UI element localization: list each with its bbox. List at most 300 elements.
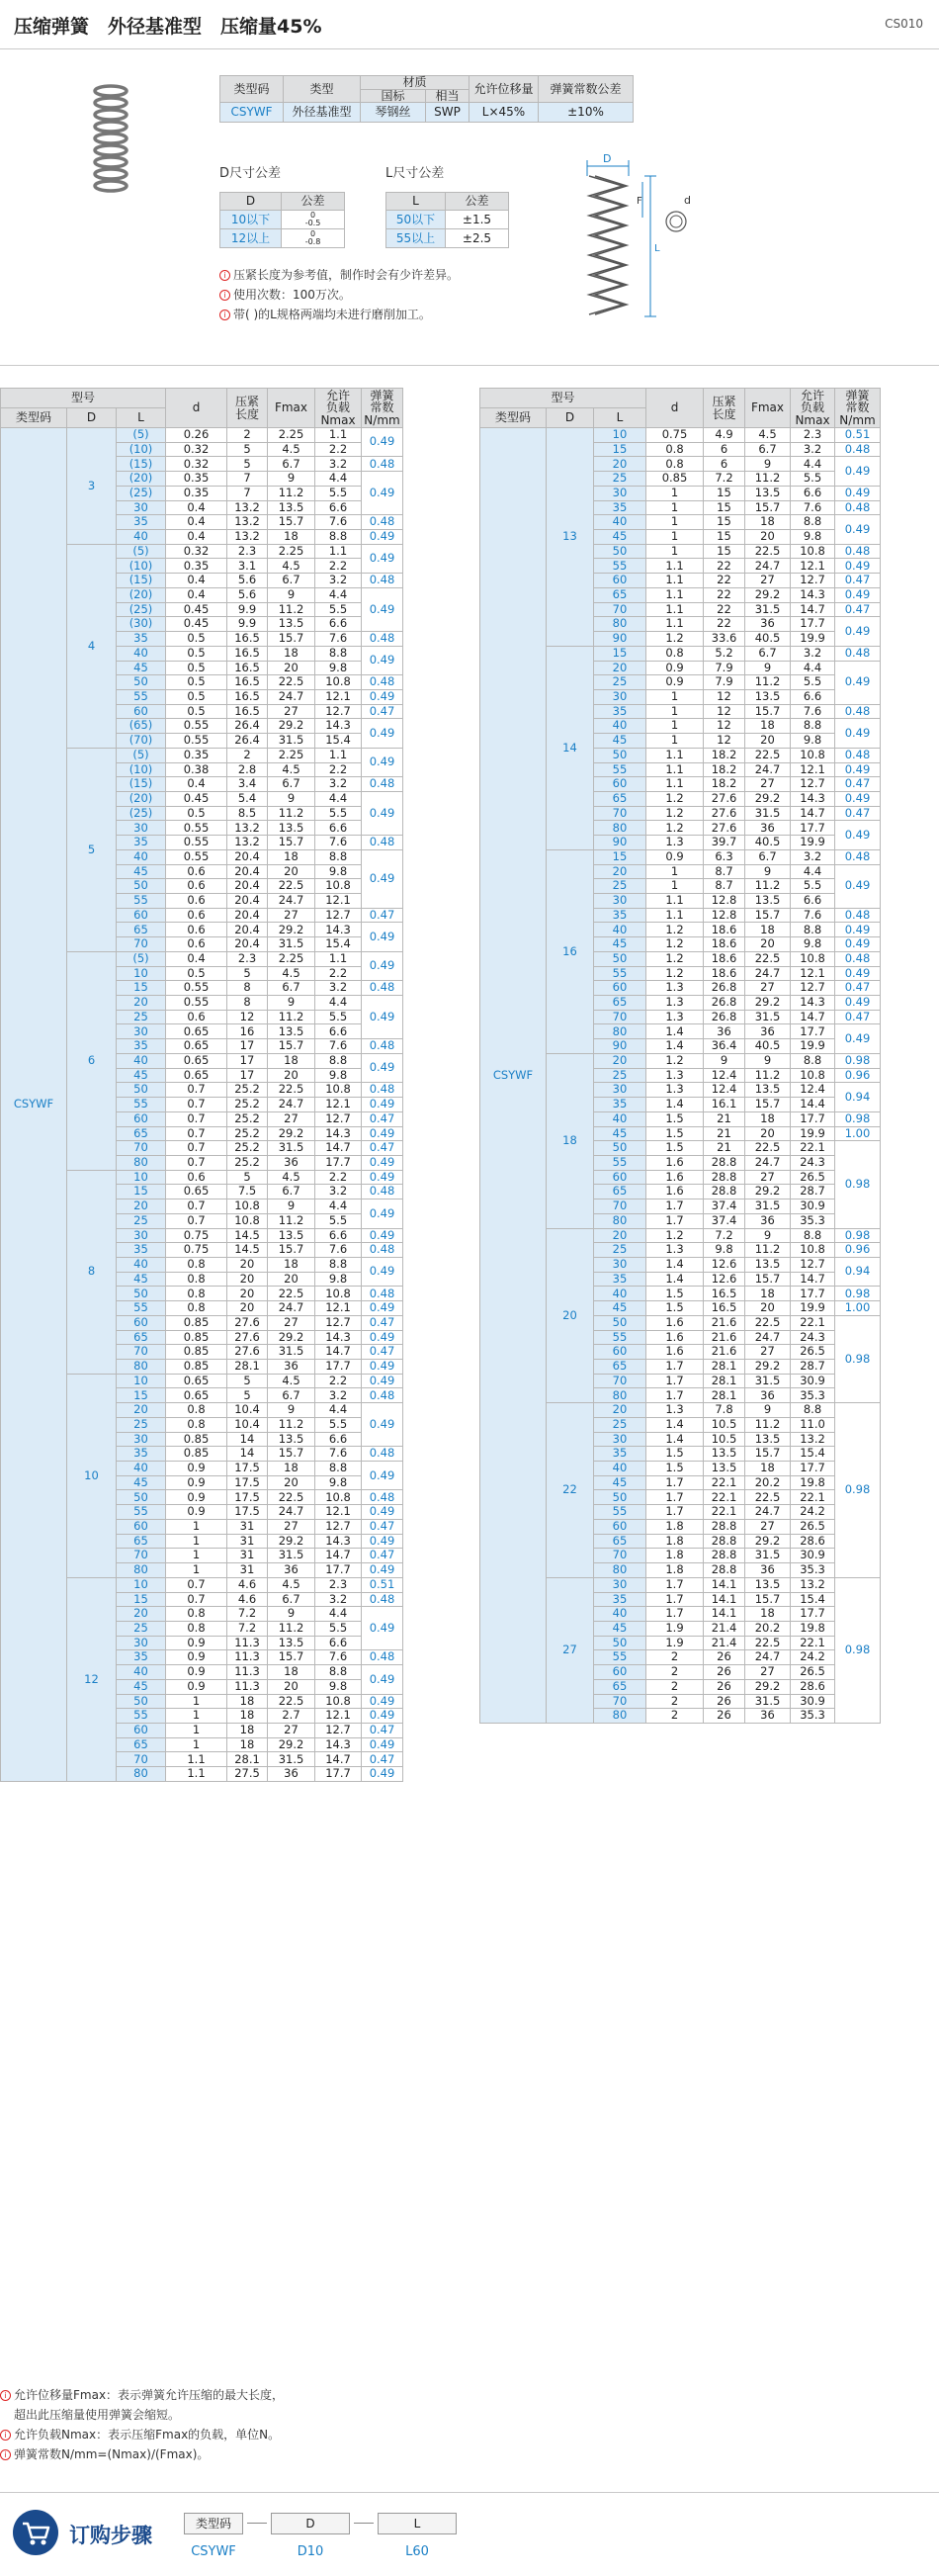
fmax-cell: 2.7 [268, 1709, 315, 1724]
length-cell[interactable]: 35 [117, 1243, 166, 1258]
fmax-cell: 13.5 [745, 1577, 791, 1592]
length-cell[interactable]: 10 [117, 1577, 166, 1592]
length-cell[interactable]: 45 [117, 864, 166, 879]
outer-d-cell: 10 [67, 1374, 117, 1577]
length-cell[interactable]: 45 [594, 1126, 646, 1141]
length-cell[interactable]: (70) [117, 734, 166, 749]
length-cell[interactable]: 30 [594, 894, 646, 909]
length-cell[interactable]: 45 [594, 530, 646, 545]
length-cell[interactable]: 90 [594, 632, 646, 647]
length-cell[interactable]: 70 [594, 1374, 646, 1388]
length-cell[interactable]: 35 [594, 1592, 646, 1607]
fmax-cell: 31.5 [268, 1345, 315, 1360]
fmax-cell: 18 [745, 1607, 791, 1622]
length-cell[interactable]: (5) [117, 544, 166, 559]
info-icon: i [219, 290, 230, 301]
length-cell[interactable]: 15 [117, 1185, 166, 1199]
nmax-cell: 12.7 [315, 1315, 362, 1330]
length-cell[interactable]: 40 [117, 849, 166, 864]
spring-constant-cell: 0.49 [835, 966, 881, 981]
solid-length-cell: 26 [704, 1665, 745, 1680]
solid-length-cell: 25.2 [227, 1126, 268, 1141]
wire-d-cell: 0.65 [166, 1185, 227, 1199]
length-cell[interactable]: 70 [594, 806, 646, 821]
solid-length-cell: 27.6 [227, 1345, 268, 1360]
solid-length-cell: 16.5 [227, 646, 268, 661]
length-cell[interactable]: 70 [594, 1549, 646, 1563]
length-cell[interactable]: 45 [117, 1272, 166, 1287]
nmax-cell: 4.4 [315, 1403, 362, 1418]
length-cell[interactable]: (5) [117, 748, 166, 762]
length-cell[interactable]: 60 [117, 908, 166, 923]
length-cell[interactable]: 60 [594, 574, 646, 588]
length-cell[interactable]: 60 [594, 777, 646, 792]
fmax-cell: 20 [745, 1301, 791, 1316]
length-cell[interactable]: 20 [117, 1403, 166, 1418]
length-cell[interactable]: 20 [594, 864, 646, 879]
length-cell[interactable]: 65 [117, 1330, 166, 1345]
length-cell[interactable]: 70 [117, 1141, 166, 1156]
length-cell[interactable]: 20 [594, 457, 646, 472]
length-cell[interactable]: 30 [117, 1636, 166, 1650]
length-cell[interactable]: 60 [117, 1723, 166, 1737]
fmax-cell: 18 [745, 515, 791, 530]
length-cell[interactable]: (5) [117, 951, 166, 966]
length-cell[interactable]: 60 [117, 1111, 166, 1126]
wire-d-cell: 0.85 [166, 1315, 227, 1330]
length-cell[interactable]: 30 [594, 1577, 646, 1592]
length-cell[interactable]: 55 [594, 1155, 646, 1170]
length-cell[interactable]: 50 [117, 879, 166, 894]
length-cell[interactable]: 40 [594, 923, 646, 937]
fmax-cell: 18 [268, 1257, 315, 1272]
nmax-cell: 8.8 [315, 1257, 362, 1272]
length-cell[interactable]: 35 [594, 1272, 646, 1287]
length-cell[interactable]: 25 [117, 1621, 166, 1636]
nmax-cell: 5.5 [315, 486, 362, 500]
length-cell[interactable]: 80 [594, 1709, 646, 1724]
length-cell[interactable]: 70 [594, 1010, 646, 1024]
nmax-cell: 8.8 [315, 646, 362, 661]
spring-constant-cell: 0.49 [362, 1563, 403, 1578]
nmax-cell: 5.5 [315, 1417, 362, 1432]
length-cell[interactable]: 60 [117, 1519, 166, 1534]
length-cell[interactable]: 70 [594, 1694, 646, 1709]
length-cell[interactable]: 60 [594, 1519, 646, 1534]
wire-d-cell: 0.8 [646, 646, 704, 661]
length-cell[interactable]: 30 [117, 1432, 166, 1447]
length-cell[interactable]: 35 [594, 1447, 646, 1462]
nmax-cell: 2.2 [315, 442, 362, 457]
length-cell[interactable]: 55 [117, 1709, 166, 1724]
length-cell[interactable]: 45 [117, 1068, 166, 1083]
fmax-cell: 6.7 [268, 457, 315, 472]
length-cell[interactable]: 80 [594, 1024, 646, 1039]
length-cell[interactable]: 15 [117, 1388, 166, 1403]
spring-constant-cell: 0.98 [835, 1228, 881, 1243]
length-cell[interactable]: 40 [117, 646, 166, 661]
wire-d-cell: 2 [646, 1694, 704, 1709]
length-cell[interactable]: 40 [594, 1462, 646, 1476]
length-cell[interactable]: 60 [594, 1345, 646, 1360]
length-cell[interactable]: 15 [594, 442, 646, 457]
solid-length-cell: 26 [704, 1650, 745, 1665]
length-cell[interactable]: 20 [117, 1607, 166, 1622]
fmax-cell: 24.7 [268, 689, 315, 704]
length-cell[interactable]: 35 [594, 500, 646, 515]
length-cell[interactable]: 50 [594, 951, 646, 966]
nmax-cell: 4.4 [315, 587, 362, 602]
wire-d-cell: 1.7 [646, 1607, 704, 1622]
length-cell[interactable]: (20) [117, 791, 166, 806]
solid-length-cell: 18.2 [704, 762, 745, 777]
length-cell[interactable]: 20 [117, 996, 166, 1011]
length-cell[interactable]: 25 [117, 1213, 166, 1228]
length-cell[interactable]: 90 [594, 1039, 646, 1054]
wire-d-cell: 1.7 [646, 1475, 704, 1490]
length-cell[interactable]: 60 [117, 704, 166, 719]
nmax-cell: 19.9 [791, 836, 835, 850]
length-cell[interactable]: 35 [117, 836, 166, 850]
length-cell[interactable]: 35 [594, 908, 646, 923]
length-cell[interactable]: 50 [594, 1315, 646, 1330]
length-cell[interactable]: 20 [594, 1403, 646, 1418]
spring-constant-cell: 0.49 [362, 1301, 403, 1316]
length-cell[interactable]: 80 [594, 821, 646, 836]
length-cell[interactable]: (15) [117, 574, 166, 588]
length-cell[interactable]: 60 [594, 1170, 646, 1185]
length-cell[interactable]: 65 [594, 1360, 646, 1375]
length-cell[interactable]: 55 [117, 1505, 166, 1520]
length-cell[interactable]: (20) [117, 587, 166, 602]
fmax-cell: 15.7 [745, 704, 791, 719]
nmax-cell: 12.7 [791, 981, 835, 996]
length-cell[interactable]: 50 [594, 1636, 646, 1650]
fmax-cell: 15.7 [268, 836, 315, 850]
nmax-cell: 26.5 [791, 1345, 835, 1360]
length-cell[interactable]: 40 [594, 1111, 646, 1126]
length-cell[interactable]: (5) [117, 428, 166, 443]
spring-constant-cell: 0.47 [362, 1549, 403, 1563]
length-cell[interactable]: 30 [594, 1257, 646, 1272]
h-tolerance: 弹簧常数公差 [539, 76, 634, 103]
nmax-cell: 7.6 [315, 1243, 362, 1258]
spring-constant-cell: 0.47 [362, 704, 403, 719]
length-cell[interactable]: (10) [117, 559, 166, 574]
solid-length-cell: 39.7 [704, 836, 745, 850]
solid-length-cell: 16 [227, 1024, 268, 1039]
length-cell[interactable]: 55 [594, 1505, 646, 1520]
length-cell[interactable]: 35 [117, 1650, 166, 1665]
nmax-cell: 6.6 [315, 1024, 362, 1039]
spring-constant-cell: 0.49 [362, 951, 403, 980]
length-cell[interactable]: 65 [594, 791, 646, 806]
length-cell[interactable]: 55 [117, 689, 166, 704]
length-cell[interactable]: 50 [117, 1287, 166, 1301]
length-cell[interactable]: 15 [117, 981, 166, 996]
length-cell[interactable]: 65 [117, 1534, 166, 1549]
nmax-cell: 12.1 [315, 894, 362, 909]
length-cell[interactable]: 65 [594, 1679, 646, 1694]
length-cell[interactable]: 80 [117, 1563, 166, 1578]
length-cell[interactable]: 40 [117, 1462, 166, 1476]
length-cell[interactable]: 55 [594, 762, 646, 777]
length-cell[interactable]: 10 [117, 1170, 166, 1185]
nmax-cell: 9.8 [315, 1272, 362, 1287]
nmax-cell: 14.3 [791, 587, 835, 602]
length-cell[interactable]: 20 [117, 1199, 166, 1214]
length-cell[interactable]: 25 [594, 472, 646, 487]
length-cell[interactable]: 45 [594, 1301, 646, 1316]
spring-constant-cell: 0.47 [362, 1723, 403, 1737]
length-cell[interactable]: 40 [594, 1287, 646, 1301]
length-cell[interactable]: 20 [594, 1053, 646, 1068]
fmax-cell: 9 [745, 1403, 791, 1418]
length-cell[interactable]: 45 [117, 1475, 166, 1490]
type-code[interactable]: CSYWF [220, 103, 284, 123]
wire-d-cell: 1.7 [646, 1490, 704, 1505]
wire-d-cell: 0.5 [166, 661, 227, 675]
length-cell[interactable]: 15 [594, 646, 646, 661]
spring-constant-cell: 0.48 [362, 457, 403, 472]
length-cell[interactable]: 30 [594, 1432, 646, 1447]
length-cell[interactable]: 55 [117, 1301, 166, 1316]
solid-length-cell: 13.2 [227, 500, 268, 515]
length-cell[interactable]: 65 [594, 587, 646, 602]
fmax-cell: 4.5 [268, 762, 315, 777]
wire-d-cell: 0.4 [166, 530, 227, 545]
spring-constant-cell: 0.49 [362, 1607, 403, 1650]
solid-length-cell: 28.1 [227, 1752, 268, 1767]
length-cell[interactable]: 40 [117, 1665, 166, 1680]
length-cell[interactable]: 70 [117, 1345, 166, 1360]
length-cell[interactable]: 70 [594, 602, 646, 617]
length-cell[interactable]: 25 [117, 1417, 166, 1432]
solid-length-cell: 5.6 [227, 574, 268, 588]
length-cell[interactable]: (25) [117, 806, 166, 821]
length-cell[interactable]: 50 [117, 675, 166, 690]
wire-d-cell: 1.6 [646, 1170, 704, 1185]
length-cell[interactable]: 45 [117, 1679, 166, 1694]
length-cell[interactable]: 35 [117, 515, 166, 530]
wire-d-cell: 0.75 [166, 1243, 227, 1258]
wire-d-cell: 1.7 [646, 1213, 704, 1228]
length-cell[interactable]: 80 [594, 617, 646, 632]
spring-constant-cell: 0.48 [362, 1287, 403, 1301]
length-cell[interactable]: (15) [117, 457, 166, 472]
solid-length-cell: 28.8 [704, 1170, 745, 1185]
h-type-code: 类型码 [1, 408, 67, 428]
length-cell[interactable]: 40 [117, 1053, 166, 1068]
length-cell[interactable]: 55 [594, 966, 646, 981]
nmax-cell: 24.2 [791, 1505, 835, 1520]
length-cell[interactable]: 80 [117, 1155, 166, 1170]
length-cell[interactable]: 25 [117, 1010, 166, 1024]
solid-length-cell: 18 [227, 1709, 268, 1724]
length-cell[interactable]: (10) [117, 442, 166, 457]
h-d: D [220, 193, 282, 211]
length-cell[interactable]: 65 [117, 1737, 166, 1752]
length-cell[interactable]: 45 [594, 1621, 646, 1636]
length-cell[interactable]: 35 [117, 1447, 166, 1462]
length-cell[interactable]: 35 [117, 632, 166, 647]
length-cell[interactable]: 80 [594, 1213, 646, 1228]
length-cell[interactable]: (65) [117, 719, 166, 734]
h-spring-constant: 弹簧 常数 N/mm [362, 389, 403, 428]
length-cell[interactable]: 60 [594, 1665, 646, 1680]
length-cell[interactable]: 20 [594, 1228, 646, 1243]
length-cell[interactable]: 55 [594, 1330, 646, 1345]
length-cell[interactable]: 55 [117, 1098, 166, 1112]
length-cell[interactable]: 65 [594, 1534, 646, 1549]
length-cell[interactable]: 45 [594, 734, 646, 749]
length-cell[interactable]: 25 [594, 675, 646, 690]
wire-d-cell: 1.1 [646, 574, 704, 588]
wire-d-cell: 1.6 [646, 1345, 704, 1360]
fmax-cell: 11.2 [745, 1068, 791, 1083]
length-cell[interactable]: 15 [594, 849, 646, 864]
fmax-cell: 27 [268, 1111, 315, 1126]
length-cell[interactable]: 90 [594, 836, 646, 850]
length-cell[interactable]: 35 [594, 1098, 646, 1112]
length-cell[interactable]: (25) [117, 602, 166, 617]
length-cell[interactable]: 55 [594, 1650, 646, 1665]
length-cell[interactable]: 40 [594, 515, 646, 530]
fmax-cell: 15.7 [745, 1098, 791, 1112]
length-cell[interactable]: 50 [117, 1490, 166, 1505]
wire-d-cell: 1.4 [646, 1024, 704, 1039]
length-cell[interactable]: 65 [117, 1126, 166, 1141]
length-cell[interactable]: 50 [594, 1141, 646, 1156]
length-cell[interactable]: 35 [117, 1039, 166, 1054]
solid-length-cell: 28.8 [704, 1155, 745, 1170]
length-cell[interactable]: 40 [117, 1257, 166, 1272]
length-cell[interactable]: 45 [594, 1475, 646, 1490]
length-cell[interactable]: 50 [117, 1083, 166, 1098]
std: 琴钢丝 [361, 103, 426, 123]
length-cell[interactable]: 15 [117, 1592, 166, 1607]
d-tol-val: 0 -0.8 [282, 229, 345, 248]
fmax-cell: 15.7 [268, 632, 315, 647]
nmax-cell: 1.1 [315, 428, 362, 443]
wire-d-cell: 1.2 [646, 806, 704, 821]
length-cell[interactable]: (20) [117, 472, 166, 487]
nmax-cell: 1.1 [315, 748, 362, 762]
wire-d-cell: 1.1 [646, 559, 704, 574]
nmax-cell: 3.2 [791, 442, 835, 457]
wire-d-cell: 0.6 [166, 923, 227, 937]
wire-d-cell: 0.5 [166, 646, 227, 661]
length-cell[interactable]: 35 [594, 704, 646, 719]
length-cell[interactable]: 30 [594, 486, 646, 500]
length-cell[interactable]: 25 [594, 1243, 646, 1258]
length-cell[interactable]: 50 [594, 1490, 646, 1505]
note-item: i 允许位移量Fmax：表示弹簧允许压缩的最大长度， [0, 2385, 284, 2405]
outer-d-cell: 22 [547, 1403, 594, 1578]
length-cell[interactable]: 10 [594, 428, 646, 443]
nmax-cell: 8.8 [315, 1462, 362, 1476]
length-cell[interactable]: 80 [594, 1388, 646, 1403]
length-cell[interactable]: 50 [594, 544, 646, 559]
length-cell[interactable]: 80 [117, 1360, 166, 1375]
length-cell[interactable]: 30 [594, 1083, 646, 1098]
length-cell[interactable]: (10) [117, 762, 166, 777]
length-cell[interactable]: 20 [594, 661, 646, 675]
solid-length-cell: 21.6 [704, 1330, 745, 1345]
spring-constant-cell: 0.49 [362, 791, 403, 835]
solid-length-cell: 5 [227, 442, 268, 457]
length-cell[interactable]: 50 [594, 748, 646, 762]
length-cell[interactable]: 65 [117, 923, 166, 937]
length-cell[interactable]: 45 [594, 937, 646, 952]
length-cell[interactable]: 70 [594, 1199, 646, 1214]
solid-length-cell: 18.2 [704, 748, 745, 762]
outer-d-cell: 27 [547, 1577, 594, 1723]
length-cell[interactable]: 60 [117, 1315, 166, 1330]
nmax-cell: 30.9 [791, 1199, 835, 1214]
nmax-cell: 7.6 [315, 836, 362, 850]
length-cell[interactable]: (30) [117, 617, 166, 632]
solid-length-cell: 26 [704, 1679, 745, 1694]
spring-constant-cell: 0.47 [835, 602, 881, 617]
length-cell[interactable]: 40 [594, 1607, 646, 1622]
length-cell[interactable]: 50 [117, 1694, 166, 1709]
spring-constant-cell: 0.47 [362, 1752, 403, 1767]
length-cell[interactable]: 25 [594, 879, 646, 894]
length-cell[interactable]: 30 [117, 1228, 166, 1243]
length-cell[interactable]: 70 [117, 1752, 166, 1767]
length-cell[interactable]: (25) [117, 486, 166, 500]
length-cell[interactable]: 70 [117, 937, 166, 952]
note-item: i 允许负载Nmax：表示压缩Fmax的负载，单位N。 [0, 2425, 284, 2444]
wire-d-cell: 1.1 [166, 1752, 227, 1767]
length-cell[interactable]: 25 [594, 1417, 646, 1432]
spring-constant-cell: 0.49 [362, 1403, 403, 1447]
length-cell[interactable]: 65 [594, 1185, 646, 1199]
solid-length-cell: 20.4 [227, 894, 268, 909]
length-cell[interactable]: 40 [594, 719, 646, 734]
nmax-cell: 12.1 [791, 559, 835, 574]
length-cell[interactable]: 45 [117, 661, 166, 675]
length-cell[interactable]: 40 [117, 530, 166, 545]
length-cell[interactable]: 10 [117, 966, 166, 981]
nmax-cell: 4.4 [791, 661, 835, 675]
solid-length-cell: 20 [227, 1301, 268, 1316]
length-cell[interactable]: 30 [117, 1024, 166, 1039]
nmax-cell: 15.4 [791, 1447, 835, 1462]
length-cell[interactable]: 30 [594, 689, 646, 704]
spec-notes [219, 265, 459, 324]
fmax-cell: 27 [745, 574, 791, 588]
wire-d-cell: 0.4 [166, 515, 227, 530]
length-cell[interactable]: 80 [117, 1767, 166, 1782]
length-cell[interactable]: 80 [594, 1563, 646, 1578]
length-cell[interactable]: 10 [117, 1374, 166, 1388]
length-cell[interactable]: 30 [117, 500, 166, 515]
length-cell[interactable]: 25 [594, 1068, 646, 1083]
length-cell[interactable]: 65 [594, 996, 646, 1011]
length-cell[interactable]: 55 [117, 894, 166, 909]
note-item: i 压紧长度为参考值，制作时会有少许差异。 [219, 265, 459, 285]
length-cell[interactable]: 60 [594, 981, 646, 996]
fmax-cell: 22.5 [745, 951, 791, 966]
length-cell[interactable]: 55 [594, 559, 646, 574]
nmax-cell: 4.4 [791, 864, 835, 879]
length-cell[interactable]: (15) [117, 777, 166, 792]
length-cell[interactable]: 70 [117, 1549, 166, 1563]
length-cell[interactable]: 30 [117, 821, 166, 836]
wire-d-cell: 0.85 [166, 1447, 227, 1462]
